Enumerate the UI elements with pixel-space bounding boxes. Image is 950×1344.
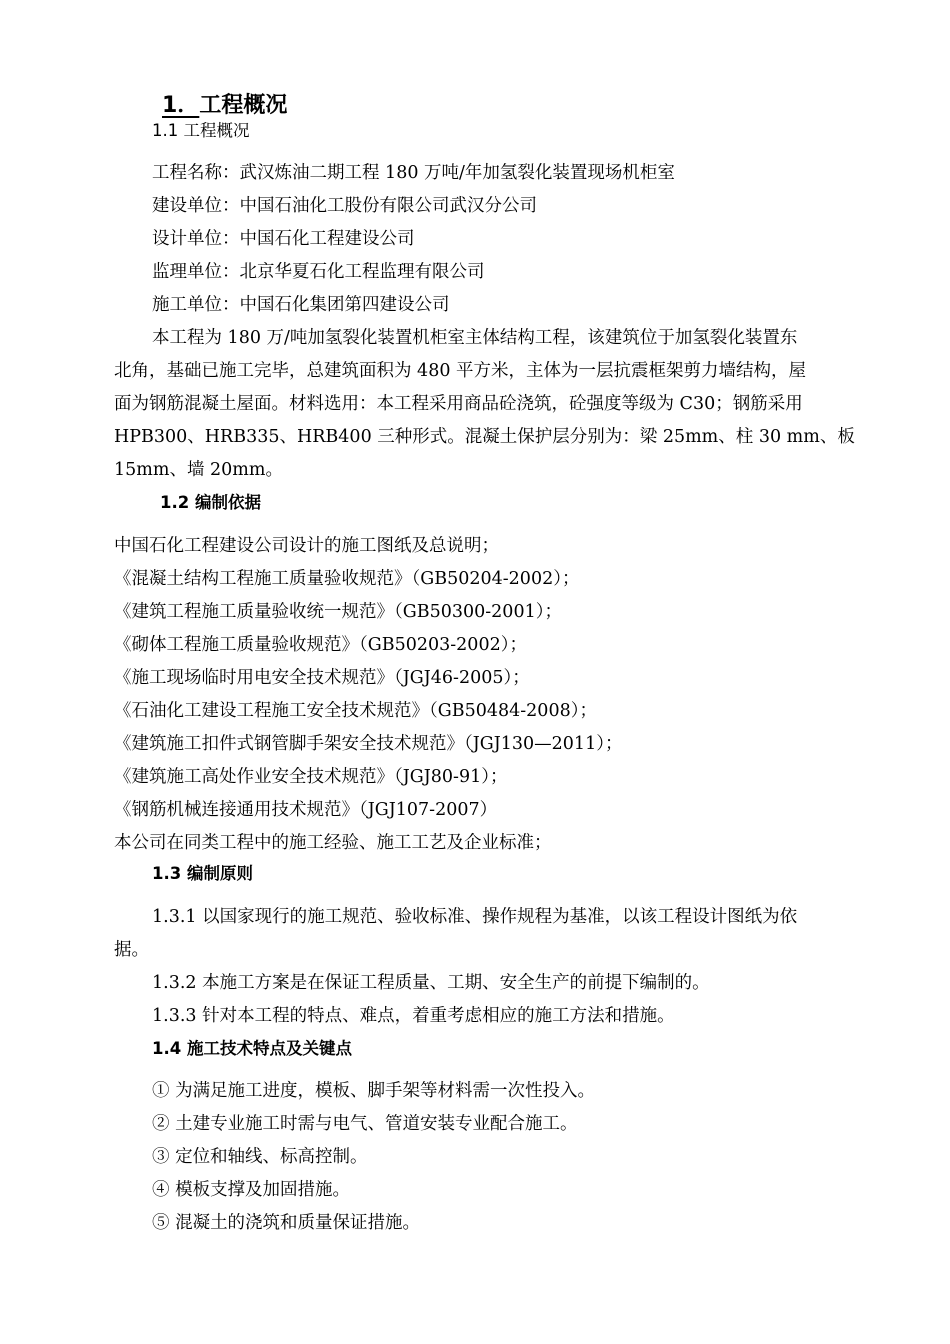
principle-paragraph: 1.3.3 针对本工程的特点、难点，着重考虑相应的施工方法和措施。	[152, 1006, 675, 1026]
section-number: 1．	[162, 93, 200, 118]
basis-item: 《混凝土结构工程施工质量验收规范》（GB50204-2002）；	[114, 569, 580, 589]
design-unit: 设计单位：中国石化工程建设公司	[152, 229, 415, 249]
basis-item: 《石油化工建设工程施工安全技术规范》（GB50484-2008）；	[114, 701, 597, 721]
description-line: 本工程为 180 万/吨加氢裂化装置机柜室主体结构工程，该建筑位于加氢裂化装置东	[152, 328, 798, 348]
principle-paragraph: 1.3.2 本施工方案是在保证工程质量、工期、安全生产的前提下编制的。	[152, 973, 710, 993]
principle-paragraph-continued: 据。	[114, 940, 149, 960]
description-line: 面为钢筋混凝土屋面。材料选用：本工程采用商品砼浇筑，砼强度等级为 C30；钢筋采用	[114, 394, 803, 414]
key-point-item: ⑤ 混凝土的浇筑和质量保证措施。	[152, 1213, 421, 1233]
description-line: 北角，基础已施工完毕，总建筑面积为 480 平方米，主体为一层抗震框架剪力墙结构，屋	[114, 361, 807, 381]
description-line: HPB300、HRB335、HRB400 三种形式。混凝土保护层分别为：梁 25mm、柱 30 mm、板	[114, 427, 855, 447]
section-heading	[162, 94, 287, 118]
basis-item: 本公司在同类工程中的施工经验、施工工艺及企业标准；	[114, 833, 552, 853]
subsection-title-1-2: 1.2 编制依据	[160, 493, 261, 512]
basis-item: 《建筑工程施工质量验收统一规范》（GB50300-2001）；	[114, 602, 562, 622]
basis-item: 《砌体工程施工质量验收规范》（GB50203-2002）；	[114, 635, 527, 655]
section-title: 工程概况	[199, 93, 288, 118]
key-point-item: ② 土建专业施工时需与电气、管道安装专业配合施工。	[152, 1114, 578, 1134]
basis-item: 《钢筋机械连接通用技术规范》（JGJ107-2007）	[114, 800, 498, 820]
owner-unit: 建设单位：中国石油化工股份有限公司武汉分公司	[152, 196, 537, 216]
description-line: 15mm、墙 20mm。	[114, 460, 283, 480]
subsection-title-1-1: 1.1 工程概况	[152, 121, 250, 140]
basis-item: 中国石化工程建设公司设计的施工图纸及总说明；	[114, 536, 499, 556]
key-point-item: ① 为满足施工进度，模板、脚手架等材料需一次性投入。	[152, 1081, 596, 1101]
basis-item: 《施工现场临时用电安全技术规范》（JGJ46-2005）；	[114, 668, 530, 688]
construction-unit: 施工单位：中国石化集团第四建设公司	[152, 295, 450, 315]
principle-paragraph: 1.3.1 以国家现行的施工规范、验收标准、操作规程为基准，以该工程设计图纸为依	[152, 907, 798, 927]
project-name: 工程名称：武汉炼油二期工程 180 万吨/年加氢裂化装置现场机柜室	[152, 163, 675, 183]
subsection-title-1-4: 1.4 施工技术特点及关键点	[152, 1039, 352, 1058]
basis-item: 《建筑施工高处作业安全技术规范》（JGJ80-91）；	[114, 767, 508, 787]
subsection-title-1-3: 1.3 编制原则	[152, 864, 253, 883]
key-point-item: ③ 定位和轴线、标高控制。	[152, 1147, 368, 1167]
basis-item: 《建筑施工扣件式钢管脚手架安全技术规范》（JGJ130—2011）；	[114, 734, 623, 754]
key-point-item: ④ 模板支撑及加固措施。	[152, 1180, 351, 1200]
supervision-unit: 监理单位：北京华夏石化工程监理有限公司	[152, 262, 485, 282]
